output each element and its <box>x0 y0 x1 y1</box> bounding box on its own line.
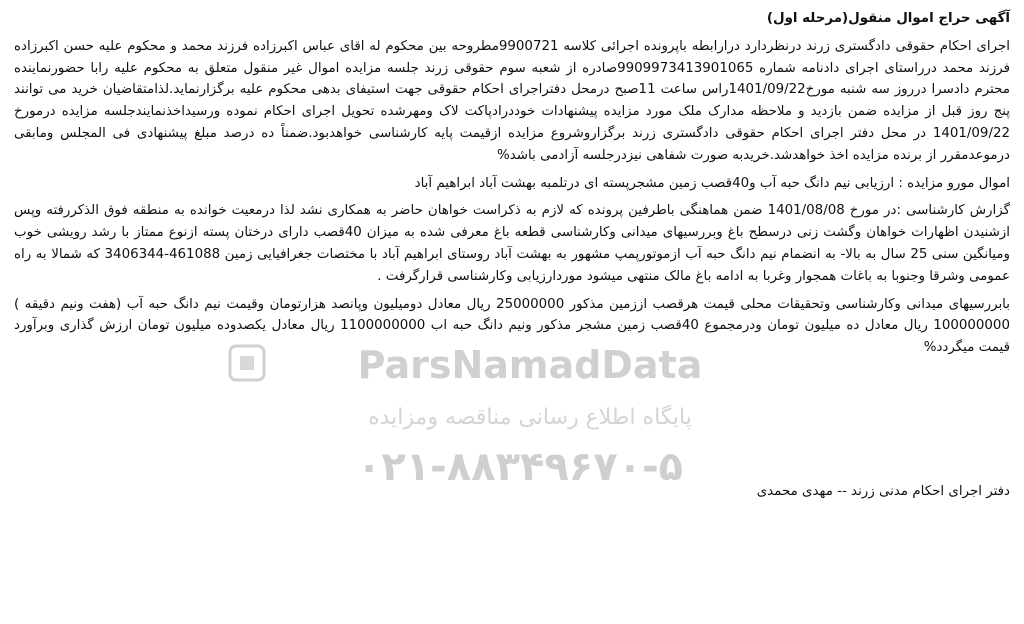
notice-signature: دفتر اجرای احکام مدنی زرند -- مهدی محمدی <box>756 484 1010 499</box>
notice-title: آگهی حراج اموال منقول(مرحله اول) <box>766 11 1010 26</box>
watermark-phone: ۰۲۱-۸۸۳۴۹۶۷۰-۵ <box>356 444 684 490</box>
notice-valuation: بابررسیهای میدانی وکارشناسی وتحقیقات محلی قیمت هرقصب اززمین مذکور 25000000 ریال معادل دومیلیون وپانصد هزارتومان وقیمت نیم دانگ حبه آب (هفت ونیم دقیقه ) 100000000 ریال معادل ده میلیون تومان ودرمجموع 40قصب زمین مشجر مذکور ونیم دانگ حبه اب 1100000000 ریال معادل یکصدوده میلیون تومان ارزش گذاری وبرآورد قیمت میگردد% <box>14 296 1010 356</box>
watermark-brand: ParsNamadData <box>357 343 703 387</box>
notice-item-line: اموال مورو مزایده : ارزیابی نیم دانگ حبه آب و40قصب زمین مشجرپسته ای درتلمبه بهشت آباد ابراهیم آباد <box>414 175 1010 191</box>
watermark-tagline: پایگاه اطلاع رسانی مناقصه ومزایده <box>368 405 692 430</box>
notice-expert-report: گزارش کارشناسی :در مورخ 1401/08/08 ضمن هماهنگی باطرفین پرونده که لازم به ذکراست خواهان حاضر به همکاری نشد لذا درمعیت خوانده به منطقه فوق الذکررفته وپس ازشنیدن اظهارات خواهان وگشت زنی درسطح باغ وبررسیهای میدانی وکارشناسی قطعه باغ معرفی شده به میزان 40قصب دارای درختان پسته ازنوع ممتاز با رشد رویشی خوب ومیانگین سنی 25 سال به بالا- به انضمام نیم دانگ حبه آب ازموتورپمپ مشهور به بهشت آباد روستای ابراهیم آباد با مختصات جغرافیایی زمین 461088-3406344 که شمالا به راه عمومی وشرقا وجنوبا به باغات همجوار وغربا به ادامه باغ مالک منتهی میشود موردارزیابی وکارشناسی قرارگرفت . <box>14 203 1010 284</box>
notice-paragraph-intro: اجرای احکام حقوقی دادگستری زرند درنظردارد درارابطه باپرونده اجرائی کلاسه 9900721مطروحه بین محکوم له اقای عباس اکبرزاده فرزند محمد و محکوم علیه حسن اکبرزاده فرزند محمد درراستای اجرای دادنامه شماره 9909973413901065صادره از شعبه سوم حقوقی زرند جلسه مزایده اموال غیر منقول متعلق به محکوم علیه رابا حضورنماینده محترم دادسرا درروز سه شنبه مورخ1401/09/22راس ساعت 11صبح درمحل دفتراجرای احکام حقوقی جهت استیفای بدهی محکوم علیه برگزارنماید.لذامتقاضیان خرید می توانند پنج روز قبل از مزایده ضمن بازدید و ملاحظه مدارک ملک مورد مزایده پیشنهادات خوددرادپاکت لاک ومهرشده تحویل اجرای احکام نموده ورسیداخذنمایندجلسه مزایده درمورخ 1401/09/22 در محل دفتر اجرای احکام حقوقی دادگستری زرند برگزاروشروع مزایده ازقیمت پایه کارشناسی خواهدبود.ضمناً ده درصد مبلغ پیشنهادی فی المجلس ومابقی درموعدمقرر از برنده مزایده اخذ خواهدشد.خریدبه صورت شفاهی نیزدرجلسه آزادمی باشد% <box>14 38 1010 163</box>
